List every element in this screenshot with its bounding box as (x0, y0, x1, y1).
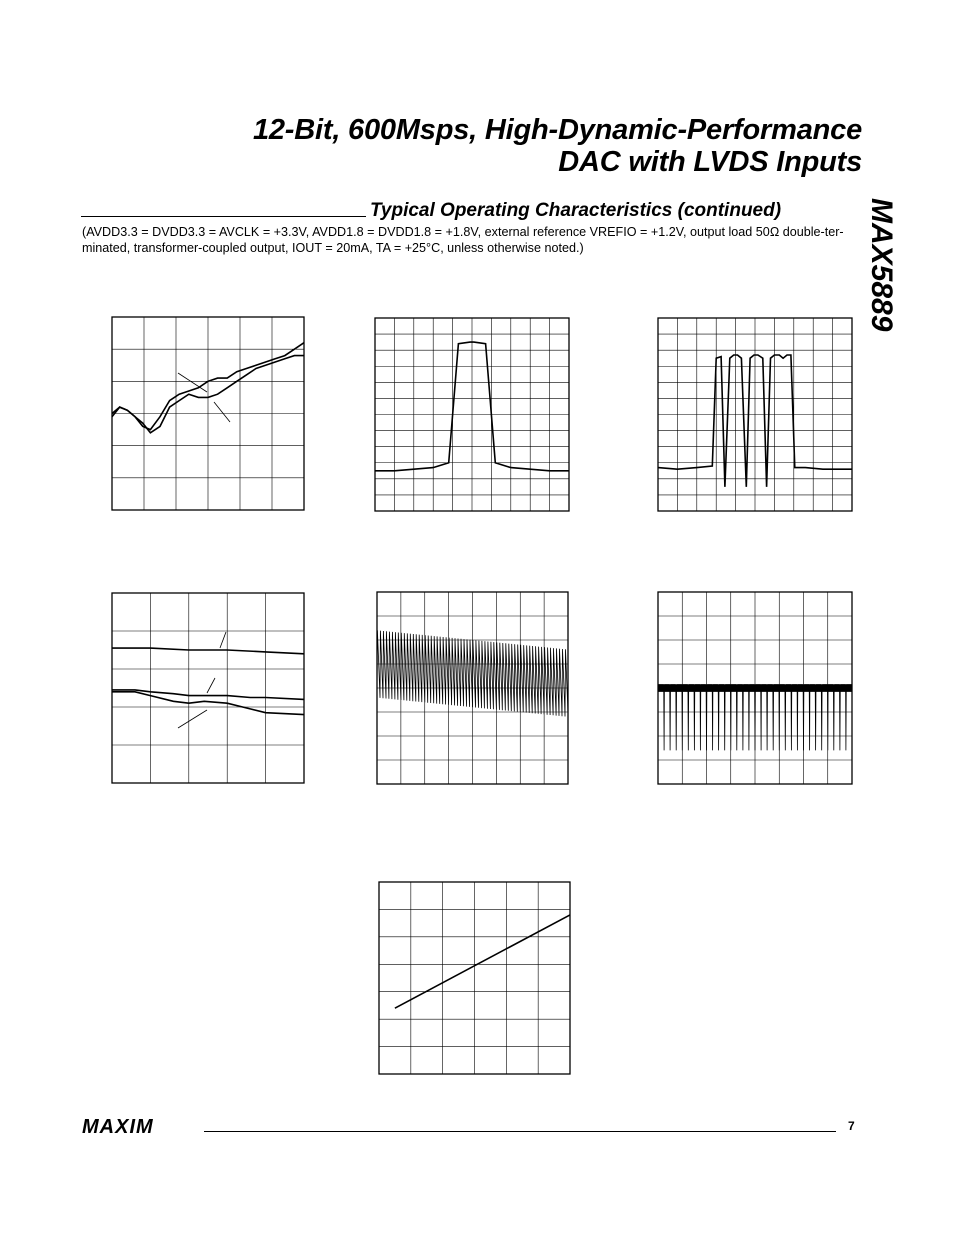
part-number: MAX5889 (865, 198, 898, 332)
title-line-1: 12-Bit, 600Msps, High-Dynamic-Performance (252, 114, 862, 146)
chart-toc15 (603, 566, 873, 836)
title-line-2: DAC with LVDS Inputs (558, 146, 862, 178)
chart-toc12 (603, 278, 873, 540)
section-title: Typical Operating Characteristics (continued) (370, 200, 782, 221)
series-line (112, 648, 304, 654)
plot-frame (112, 593, 304, 783)
annotation-leader (178, 710, 207, 728)
annotation-leader (220, 632, 226, 648)
chart-toc10 (60, 262, 330, 552)
chart-toc16 (315, 840, 615, 1112)
conditions-line-2: minated, transformer-coupled output, IOUT = 20mA, TA = +25°C, unless otherwise noted.) (82, 241, 584, 255)
series-line (658, 684, 852, 750)
maxim-logo (82, 1116, 194, 1138)
chart-toc11 (320, 278, 590, 540)
annotation-leader (214, 402, 230, 422)
annotation-leader (207, 678, 215, 693)
chart-toc13 (60, 550, 330, 825)
page-number: 7 (848, 1119, 855, 1133)
footer-rule (204, 1131, 836, 1132)
section-rule (81, 216, 366, 217)
conditions-line-1: (AVDD3.3 = DVDD3.3 = AVCLK = +3.3V, AVDD1.8 = DVDD1.8 = +1.8V, external reference VREFIO = +1.2V, output load 50Ω double-ter- (82, 225, 844, 239)
operating-conditions (82, 224, 862, 256)
document-title (253, 114, 862, 178)
series-line (377, 630, 568, 716)
logo-text: MAXIM (82, 1116, 154, 1138)
series-line (395, 915, 570, 1008)
chart-toc14 (320, 566, 590, 836)
